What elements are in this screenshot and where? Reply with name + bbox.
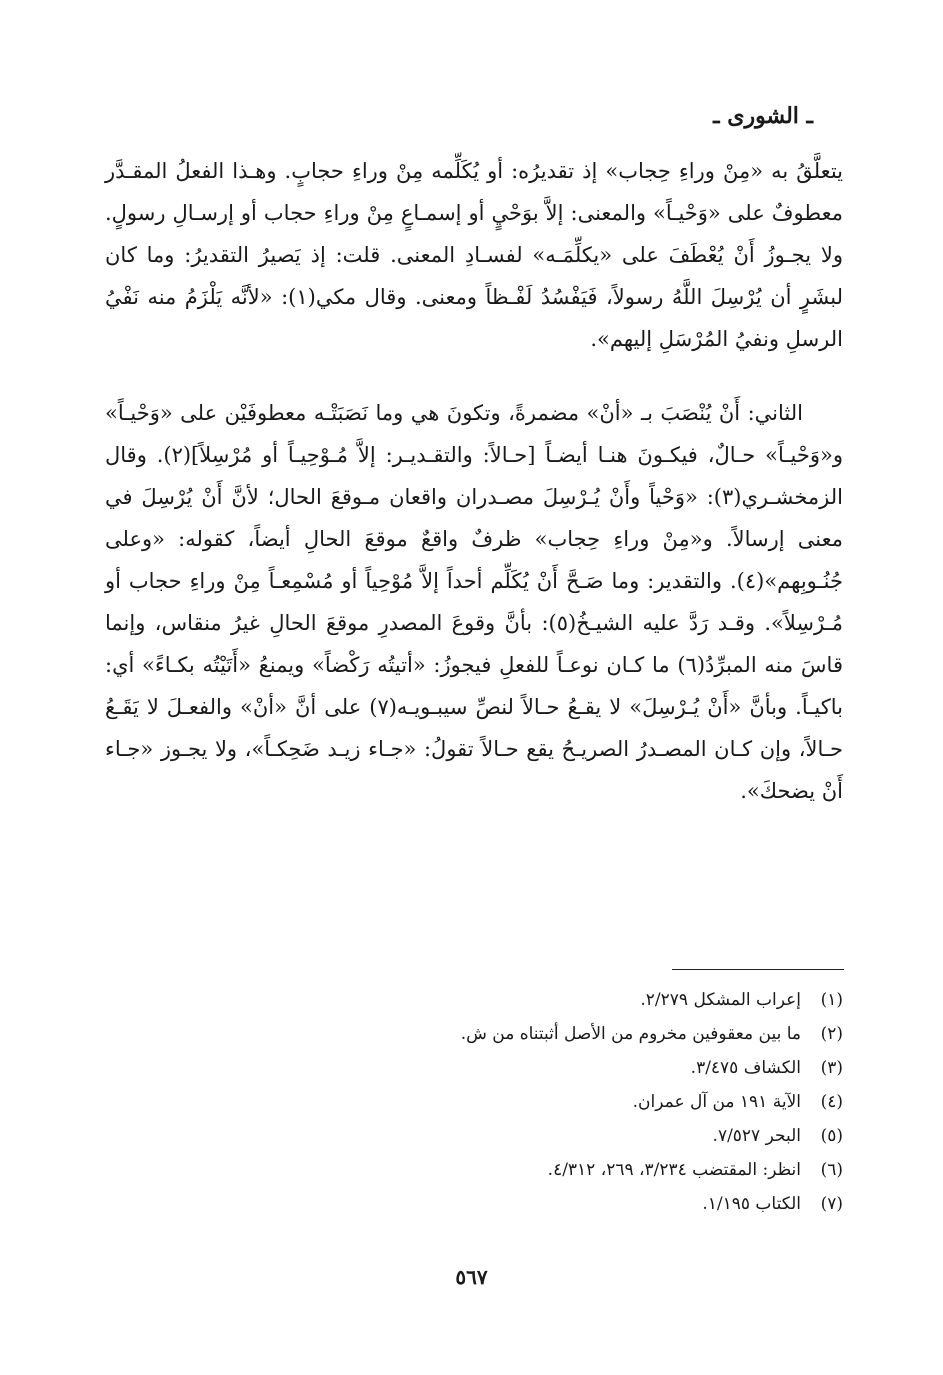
footnote-text: الكتاب ١/١٩٥. [702, 1194, 801, 1214]
footnote-separator [672, 969, 844, 970]
footnote-item [143, 1085, 843, 1119]
footnotes-list [143, 983, 843, 1221]
footnote-item [143, 1051, 843, 1085]
footnote-text: إعراب المشكل ٢/٢٧٩. [640, 990, 801, 1010]
footnote-item [143, 1187, 843, 1221]
footnote-text: البحر ٧/٥٢٧. [712, 1126, 801, 1146]
footnote-item [143, 1017, 843, 1051]
footnote-number: (٤) [820, 1092, 843, 1112]
footnote-text: ما بين معقوفين مخروم من الأصل أثبتناه من ش. [460, 1024, 801, 1044]
running-title: ـ الشورى ـ [713, 103, 813, 129]
footnote-number: (٥) [820, 1126, 843, 1146]
page-number: ٥٦٧ [455, 1265, 488, 1289]
footnote-item [143, 1119, 843, 1153]
footnote-number: (٦) [820, 1160, 843, 1180]
footnote-text: الكشاف ٣/٤٧٥. [690, 1058, 801, 1078]
paragraph: الثاني: أَنْ يُنْصَبَ بـ «أنْ» مضمرةً، وتكونَ هي وما نَصَبَتْـه معطوفَيْن على «وَحْيـاً» و«وَحْيـاً» حـالٌ، فيكـونَ هنـا أيضـاً [حـالاً: والتقـديـر: إلاَّ مُـوْحِيـاً أو مُرْسِلاً](٢). وقال الزمخشـري(٣): «وَحْياً وأَنْ يُـرْسِلَ مصـدران واقعان مـوقعَ الحال؛ لأنَّ أَنْ يُرْسِلَ في معنى إرسالاً. و«مِنْ وراءِ حِجاب» ظرفٌ واقعٌ موقعَ الحالِ أيضاً، كقوله: «وعلى جُنُـوبِهم»(٤). والتقدير: وما صَـحَّ أَنْ يُكَلِّم أحداً إلاَّ مُوْحِياً أو مُسْمِعـاً مِنْ وراءِ حجاب أو مُـرْسِلاً». وقـد رَدَّ عليه الشيـخُ(٥): بأنَّ وقوعَ المصدرِ موقعَ الحالِ غيرُ منقاس، وإنما قاسَ منه المبرِّدُ(٦) ما كـان نوعـاً للفعلِ فيجوزُ: «أتيتُه رَكْضاً» ويمنعُ «أَتَيْتُه بكـاءً» أي: باكيـاً. وبأنَّ «أَنْ يُـرْسِلَ» لا يقـعُ حـالاً لنصِّ سيبـويـه(٧) على أنَّ «أنْ» والفعـلَ لا يَقَـعُ حـالاً، وإن كـان المصـدرُ الصريـحُ يقع حـالاً تقولُ: «جـاء زيـد ضَحِكـاً»، ولا يجـوز «جـاء أَنْ يضحكَ». [105, 401, 844, 803]
main-text [105, 150, 843, 812]
footnote-text: انظر: المقتضب ٣/٢٣٤، ٢٦٩، ٤/٣١٢. [547, 1160, 801, 1180]
paragraph: يتعلَّقُ به «مِنْ وراءِ حِجاب» إذ تقديرُه: أو يُكَلِّمه مِنْ وراءِ حجابٍ. وهـذا الفعلُ المقـدَّر معطوفٌ على «وَحْيـاً» والمعنى: إلاَّ بوَحْيٍ أو إسمـاعٍ مِنْ وراءِ حجاب أو إرسـالِ رسولٍ. ولا يجـوزُ أَنْ يُعْطَفَ على «يكلِّمَـه» لفسـادِ المعنى. قلت: إذ يَصيرُ التقديرُ: وما كان لبشَرٍ أن يُرْسِلَ اللَّهُ رسولاً، فَيَفْسُدُ لَفْـظاً ومعنى. وقال مكي(١): «لأنَّه يَلْزَمُ منه نَفْيُ الرسلِ ونفيُ المُرْسَلِ إليهم». [105, 159, 843, 351]
footnote-number: (٢) [820, 1024, 843, 1044]
footnote-text: الآية ١٩١ من آل عمران. [632, 1092, 801, 1112]
footnote-item [143, 983, 843, 1017]
footnote-number: (٧) [820, 1194, 843, 1214]
footnote-item [143, 1153, 843, 1187]
footnote-number: (٣) [820, 1058, 843, 1078]
footnote-number: (١) [820, 990, 843, 1010]
